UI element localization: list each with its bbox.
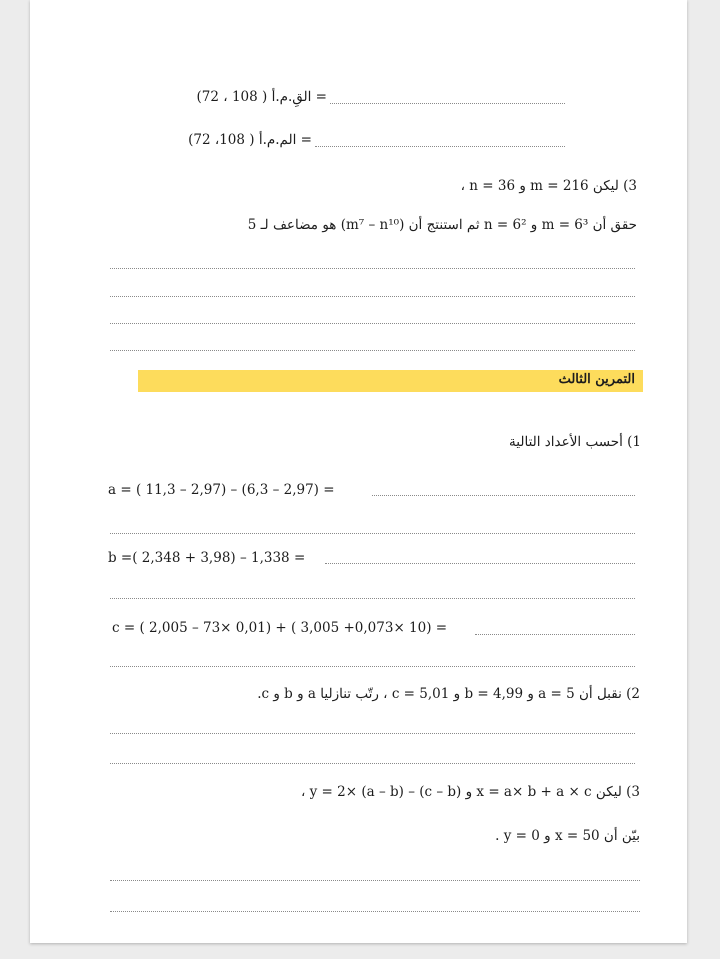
answer-line [110, 296, 635, 297]
answer-line [110, 350, 635, 351]
question-3-task: حقق أن m = 6³ و n = 6² ثم استنتج أن (m⁷ – n¹⁰) هو مضاعف لـ 5 [247, 217, 637, 233]
answer-line [110, 733, 635, 734]
exercise-3-title: التمرين الثالث [558, 372, 635, 387]
answer-line [315, 146, 565, 147]
exercise-3-header-band [138, 370, 643, 392]
answer-line [110, 323, 635, 324]
answer-line [110, 666, 635, 667]
question-2: 2) نقبل أن a = 5 و b = 4,99 و c = 5,01 ، رتّب تنازليا a و b و c. [257, 686, 640, 702]
expression-b: b =( 2,348 + 3,98) – 1,338 = [108, 550, 306, 566]
answer-line [110, 763, 635, 764]
answer-line [110, 598, 635, 599]
expression-a: a = ( 11,3 – 2,97) – (6,3 – 2,97) = [108, 482, 335, 498]
answer-line [330, 103, 565, 104]
gcd-label: = الم.م.أ ( 108، 72) [188, 132, 312, 148]
answer-line [110, 911, 640, 912]
question-3-prove: بيّن أن x = 50 و y = 0 . [495, 828, 640, 844]
question-3-intro: 3) ليكن m = 216 و n = 36 ، [460, 178, 637, 194]
lcm-label: = القِ.م.أ ( 108 ، 72) [196, 89, 327, 105]
answer-line [110, 533, 635, 534]
question-3-definition: 3) ليكن x = a× b + a × c و y = 2× (a – b) – (c – b) ، [300, 784, 640, 800]
question-1-label: 1) أحسب الأعداد التالية [509, 434, 641, 450]
worksheet-page [30, 0, 687, 943]
expression-c: c = ( 2,005 – 73× 0,01) + ( 3,005 +0,073× 10) = [112, 620, 448, 636]
answer-line [110, 880, 640, 881]
answer-line [110, 268, 635, 269]
answer-line [475, 634, 635, 635]
answer-line [372, 495, 635, 496]
answer-line [325, 563, 635, 564]
